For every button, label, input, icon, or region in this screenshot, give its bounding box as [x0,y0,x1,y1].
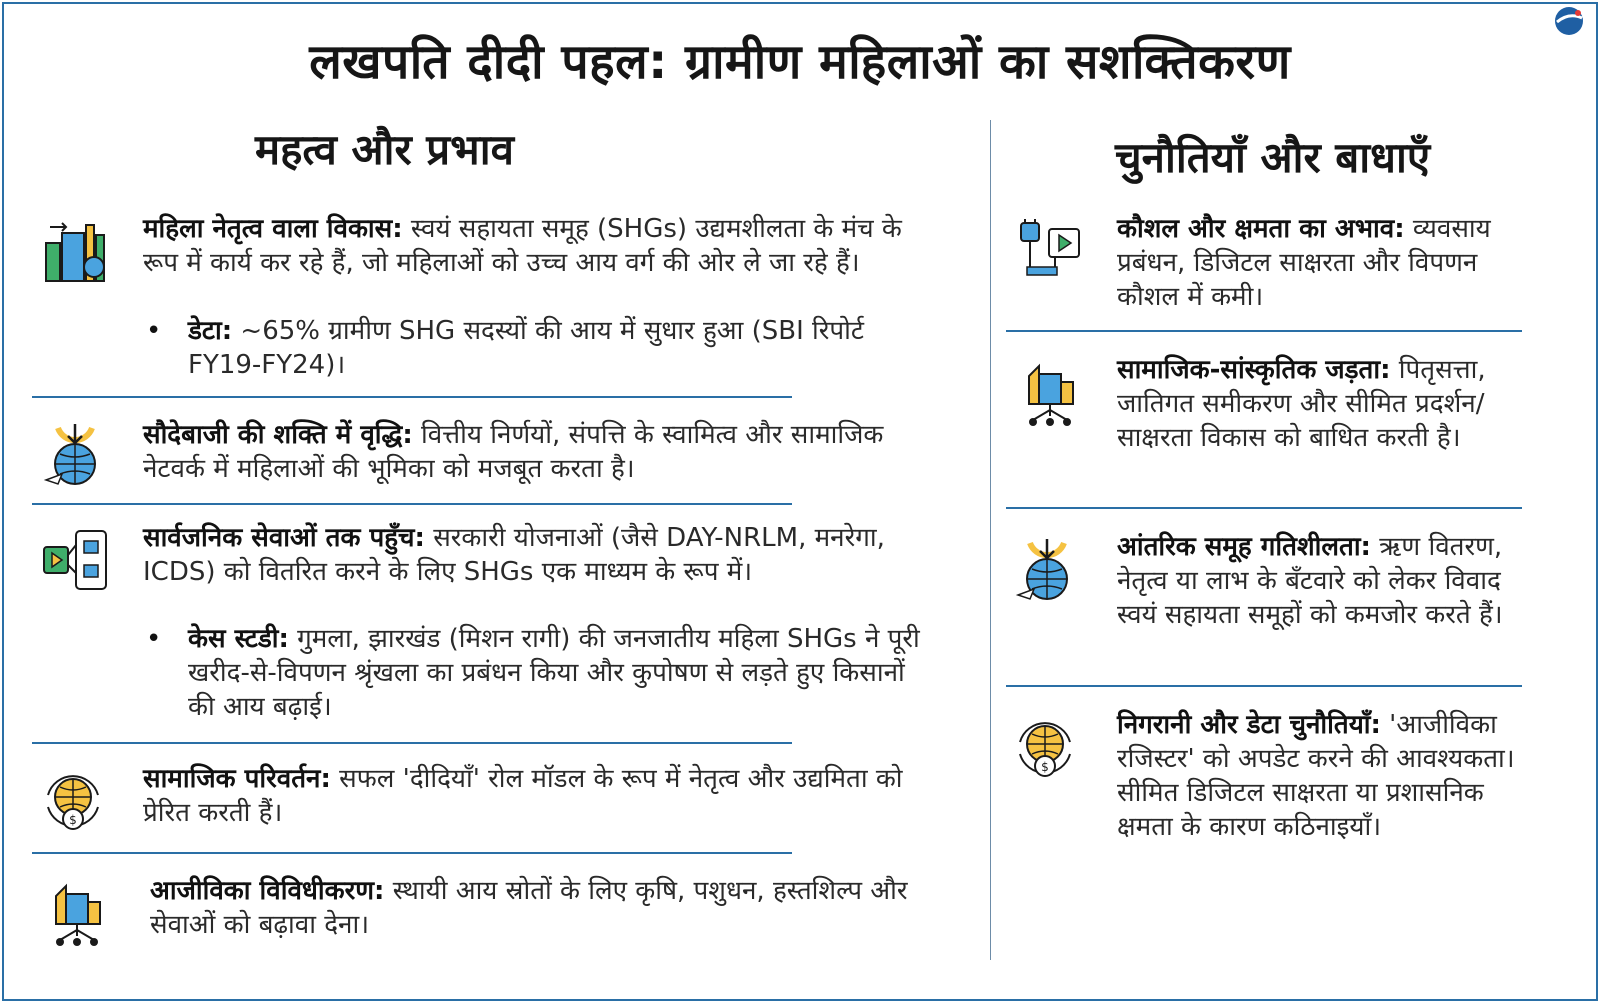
section-divider [1006,507,1522,509]
section-divider [1006,330,1522,332]
right-column-heading: चुनौतियाँ और बाधाएँ [1115,133,1431,182]
item-text: ऋण वितरण, नेतृत्व या लाभ के बँटवारे को लेकर विवाद स्वयं सहायता समूहों को कमजोर करते हैं। [1117,532,1503,630]
item-lead: आंतरिक समूह गतिशीलता: [1117,532,1371,562]
item-text: सरकारी योजनाओं (जैसे DAY-NRLM, मनरेगा, ICDS) को वितरित करने के लिए SHGs एक माध्यम के रूप में। [143,523,885,587]
left-item-livelihood-diversification [150,874,940,942]
right-item-monitoring-data [1117,708,1537,844]
section-divider [1006,685,1522,687]
item-text: स्थायी आय स्रोतों के लिए कृषि, पशुधन, हस्तशिल्प और सेवाओं को बढ़ावा देना। [150,876,908,940]
item-lead: सौदेबाजी की शक्ति में वृद्धि: [143,420,413,450]
svg-text:$: $ [69,813,77,827]
left-item-social-change [143,762,953,830]
bullet-text: गुमला, झारखंड (मिशन रागी) की जनजातीय महिला SHGs ने पूरी खरीद-से-विपणन श्रृंखला का प्रबंधन किया और कुपोषण से लड़ते हुए किसानों की आय बढ़ाई। [188,624,920,722]
item-text: सफल 'दीदियाँ' रोल मॉडल के रूप में नेतृत्व और उद्यमिता को प्रेरित करती हैं। [143,764,903,828]
globe-download-icon [40,420,110,490]
media-plug-icon [1015,215,1085,285]
left-item-data-bullet [148,314,908,382]
item-lead: निगरानी और डेटा चुनौतियाँ: [1117,710,1381,740]
item-text: स्वयं सहायता समूह (SHGs) उद्यमशीलता के मंच के रूप में कार्य कर रहे हैं, जो महिलाओं को उच्च आय वर्ग की ओर ले जा रहे हैं। [143,214,902,278]
city-network-icon [1015,360,1085,430]
svg-text:$: $ [1041,760,1049,774]
page-title: लखपति दीदी पहल: ग्रामीण महिलाओं का सशक्तिकरण [309,34,1291,90]
item-text: व्यवसाय प्रबंधन, डिजिटल साक्षरता और विपणन कौशल में कमी। [1117,214,1491,312]
factory-building-icon [42,215,112,285]
item-lead: आजीविका विविधीकरण: [150,876,385,906]
left-item-bargaining-power [143,418,943,486]
left-column-heading: महत्व और प्रभाव [255,125,514,174]
media-plug-icon [40,525,110,595]
right-item-socio-cultural-inertia [1117,353,1537,455]
item-lead: महिला नेतृत्व वाला विकास: [143,214,403,244]
item-lead: सामाजिक परिवर्तन: [143,764,331,794]
right-item-skill-gap [1117,212,1537,314]
left-item-public-services [143,521,953,589]
bullet-text: ~65% ग्रामीण SHG सदस्यों की आय में सुधार हुआ (SBI रिपोर्ट FY19-FY24)। [188,316,864,380]
item-text: पितृसत्ता, जातिगत समीकरण और सीमित प्रदर्शन/साक्षरता विकास को बाधित करती है। [1117,355,1486,453]
item-text: 'आजीविका रजिस्टर' को अपडेट करने की आवश्यकता। सीमित डिजिटल साक्षरता या प्रशासनिक क्षमता के कारण कठिनाइयाँ। [1117,710,1515,842]
globe-money-icon [38,765,108,835]
item-text: वित्तीय निर्णयों, संपत्ति के स्वामित्व और सामाजिक नेटवर्क में महिलाओं की भूमिका को मजबूत करता है। [143,420,884,484]
left-item-case-study-bullet [148,622,928,724]
section-divider [32,396,792,398]
item-lead: सामाजिक-सांस्कृतिक जड़ता: [1117,355,1391,385]
item-lead: सार्वजनिक सेवाओं तक पहुँच: [143,523,425,553]
globe-money-icon [1010,712,1080,782]
column-divider [990,120,991,960]
section-divider [32,852,792,854]
bullet-lead: डेटा: [188,316,233,346]
item-lead: कौशल और क्षमता का अभाव: [1117,214,1405,244]
section-divider [32,503,792,505]
right-item-group-dynamics [1117,530,1537,632]
city-network-icon [42,880,112,950]
bullet-lead: केस स्टडी: [188,624,289,654]
left-item-women-led-growth [143,212,943,280]
section-divider [32,742,792,744]
globe-download-icon [1012,535,1082,605]
